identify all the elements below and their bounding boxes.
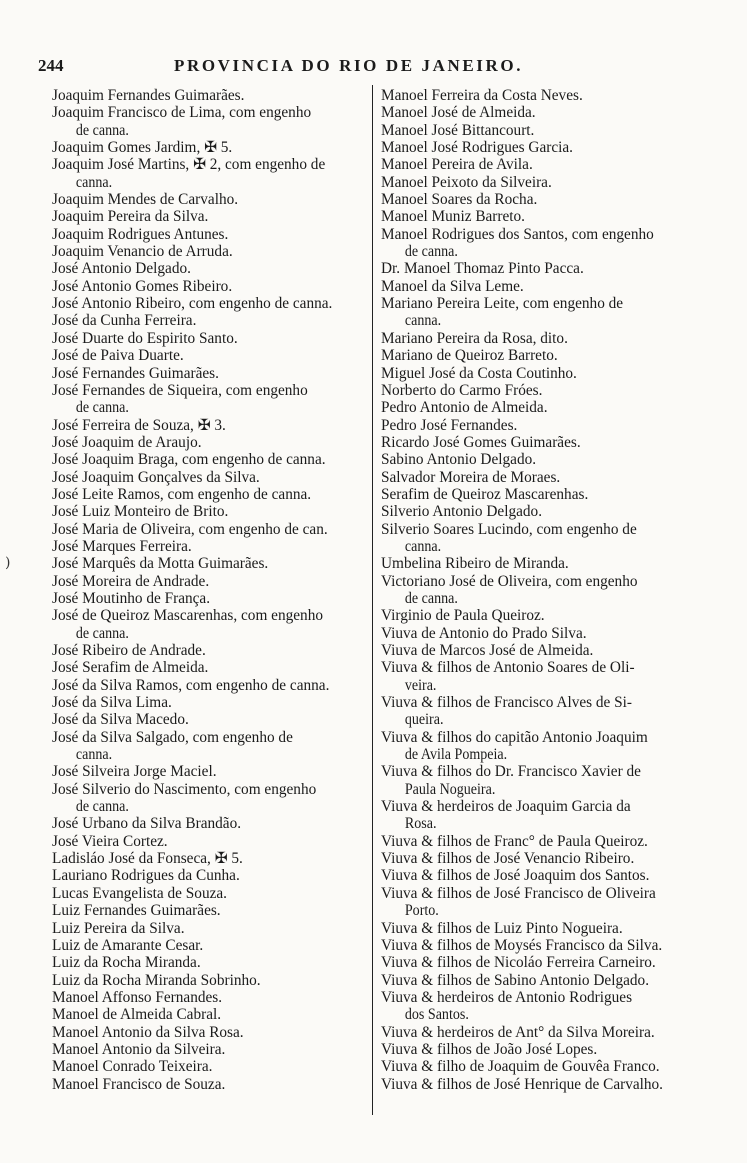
list-entry: Pedro José Fernandes. [381,416,518,434]
list-entry: Lucas Evangelista de Souza. [52,884,228,902]
list-entry: Viuva & filho de Joaquim de Gouvêa Franco. [381,1058,660,1076]
list-entry: Joaquim Venancio de Arruda. [52,243,233,261]
list-entry: Viuva & filhos de Antonio Soares de Oli- [381,659,635,677]
list-entry: Dr. Manoel Thomaz Pinto Pacca. [381,260,584,278]
list-entry: Manoel Antonio da Silva Rosa. [52,1023,244,1041]
list-entry: José Ferreira de Souza, ✠ 3. [52,416,226,434]
list-entry: Ricardo José Gomes Guimarães. [381,433,581,451]
list-entry: Joaquim Francisco de Lima, com engenho [52,104,312,122]
list-entry: Joaquim Mendes de Carvalho. [52,191,239,209]
list-entry: Luiz de Amarante Cesar. [52,936,204,954]
list-entry: José da Cunha Ferreira. [52,312,197,330]
list-entry: de canna. [75,624,129,642]
list-entry: José Marquês da Motta Guimarães. [52,555,269,573]
list-entry: José Moreira de Andrade. [52,572,210,590]
list-entry: Virginio de Paula Queiroz. [381,607,545,625]
list-entry: José Moutinho de França. [52,589,211,607]
list-entry: José da Silva Salgado, com engenho de [52,728,293,746]
list-entry: Joaquim José Martins, ✠ 2, com engenho de [52,156,326,174]
list-entry: Viuva & filhos de José Joaquim dos Santos. [381,867,650,885]
list-entry: José da Silva Lima. [52,694,172,712]
list-entry: Mariano de Queiroz Barreto. [381,347,558,365]
list-entry: Miguel José da Costa Coutinho. [381,364,577,382]
list-entry: canna. [404,312,442,330]
list-entry: Mariano Pereira Leite, com engenho de [381,295,624,313]
list-entry: Manoel Peixoto da Silveira. [381,173,552,191]
list-entry: Porto. [404,902,439,920]
list-entry: Paula Nogueira. [404,780,496,798]
list-entry: Viuva de Antonio do Prado Silva. [381,624,587,642]
list-entry: Viuva & filhos de Sabino Antonio Delgado. [381,971,650,989]
list-entry: Joaquim Gomes Jardim, ✠ 5. [52,139,233,157]
list-entry: Manoel da Silva Leme. [381,277,524,295]
list-entry: José Ribeiro de Andrade. [52,642,206,659]
list-entry: Manoel Ferreira da Costa Neves. [381,87,583,104]
list-entry: Joaquim Pereira da Silva. [52,208,209,226]
list-entry: José Maria de Oliveira, com engenho de can. [52,520,328,538]
list-entry: Luiz da Rocha Miranda Sobrinho. [52,971,261,989]
list-entry: de canna. [404,243,458,261]
page-header [38,56,698,80]
list-entry: José Marques Ferreira. [52,537,192,555]
list-entry: Manoel Rodrigues dos Santos, com engenho [381,225,654,243]
list-entry: Viuva & filhos de Luiz Pinto Nogueira. [381,919,623,937]
list-entry: José Luiz Monteiro de Brito. [52,503,229,521]
list-entry: José Joaquim de Araujo. [52,433,202,451]
list-entry: José Urbano da Silva Brandão. [52,815,242,833]
list-entry: Manoel de Almeida Cabral. [52,1006,222,1024]
list-entry: José de Paiva Duarte. [52,347,184,365]
list-entry: José Antonio Ribeiro, com engenho de canna. [52,295,333,313]
page-number: 244 [38,56,64,75]
list-entry: canna. [404,537,442,555]
list-entry: Manoel Muniz Barreto. [381,208,526,226]
list-entry: de canna. [75,121,129,139]
list-entry: Silverio Antonio Delgado. [381,503,543,521]
list-entry: Joaquim Fernandes Guimarães. [52,87,245,104]
list-entry: Salvador Moreira de Moraes. [381,468,561,486]
list-entry: José Antonio Delgado. [52,260,191,278]
list-entry: Viuva & filhos do Dr. Francisco Xavier de [381,763,641,781]
list-entry: de canna. [75,399,129,417]
left-column [52,87,370,1093]
list-entry: José Joaquim Gonçalves da Silva. [52,468,260,486]
list-entry: Mariano Pereira da Rosa, dito. [381,329,568,347]
list-entry: José Silverio do Nascimento, com engenho [52,780,317,798]
list-entry: Manoel Affonso Fernandes. [52,988,223,1006]
list-entry: José da Silva Ramos, com engenho de canna. [52,676,330,694]
list-entry: Rosa. [404,815,437,833]
list-entry: de Avila Pompeia. [404,746,508,764]
list-entry: José Leite Ramos, com engenho de canna. [52,485,312,503]
list-entry: Viuva & filhos do capitão Antonio Joaquim [381,728,648,746]
list-entry: Pedro Antonio de Almeida. [381,399,548,417]
list-entry: veira. [404,676,437,694]
column-divider [372,85,373,1115]
list-entry: Viuva & filhos de José Venancio Ribeiro. [381,850,635,868]
list-entry: José Fernandes de Siqueira, com engenho [52,381,308,399]
list-entry: José Antonio Gomes Ribeiro. [52,277,233,295]
list-entry: Luiz Fernandes Guimarães. [52,902,221,920]
list-entry: Norberto do Carmo Fróes. [381,381,543,399]
margin-mark: ) [5,555,11,571]
list-entry: José Serafim de Almeida. [52,659,209,677]
list-entry: Manoel Francisco de Souza. [52,1075,226,1093]
list-entry: Joaquim Rodrigues Antunes. [52,225,229,243]
list-entry: queira. [404,711,444,729]
list-entry: canna. [75,746,113,764]
list-entry: José Silveira Jorge Maciel. [52,763,217,781]
list-entry: Luiz Pereira da Silva. [52,919,185,937]
list-entry: Viuva & filhos de Francisco Alves de Si- [381,694,633,712]
list-entry: Manoel José Bittancourt. [381,121,535,139]
list-entry: Viuva & herdeiros de Antonio Rodrigues [381,988,633,1006]
list-entry: Viuva & filhos de Franc° de Paula Queiroz. [381,832,648,850]
list-entry: José da Silva Macedo. [52,711,189,729]
list-entry: Manoel Soares da Rocha. [381,191,538,209]
list-entry: Viuva & filhos de Moysés Francisco da Silva. [381,936,663,954]
list-entry: José Duarte do Espirito Santo. [52,329,238,347]
running-title: PROVINCIA DO RIO DE JANEIRO. [174,56,524,75]
list-entry: canna. [75,173,113,191]
list-entry: dos Santos. [404,1006,469,1024]
list-entry: Viuva de Marcos José de Almeida. [381,642,594,659]
list-entry: Viuva & herdeiros de Ant° da Silva Moreira. [381,1023,655,1041]
list-entry: Viuva & herdeiros de Joaquim Garcia da [381,798,631,816]
list-entry: Serafim de Queiroz Mascarenhas. [381,485,589,503]
list-entry: Ladisláo José da Fonseca, ✠ 5. [52,850,243,868]
list-entry: Viuva & filhos de Nicoláo Ferreira Carneiro. [381,954,656,972]
list-entry: Victoriano José de Oliveira, com engenho [381,572,638,590]
list-entry: Manoel José de Almeida. [381,104,536,122]
list-entry: Manoel José Rodrigues Garcia. [381,139,574,157]
list-entry: José Joaquim Braga, com engenho de canna. [52,451,326,469]
list-entry: José Fernandes Guimarães. [52,364,219,382]
list-entry: Silverio Soares Lucindo, com engenho de [381,520,637,538]
list-entry: de canna. [404,589,458,607]
list-entry: Manoel Antonio da Silveira. [52,1040,226,1058]
list-entry: Manoel Pereira de Avila. [381,156,533,174]
list-entry: Viuva & filhos de João José Lopes. [381,1040,598,1058]
list-entry: Sabino Antonio Delgado. [381,451,537,469]
list-entry: José Vieira Cortez. [52,832,168,850]
list-entry: José de Queiroz Mascarenhas, com engenho [52,607,323,625]
list-entry: Umbelina Ribeiro de Miranda. [381,555,569,573]
list-entry: de canna. [75,798,129,816]
list-entry: Viuva & filhos de José Henrique de Carvalho. [381,1075,664,1093]
list-entry: Manoel Conrado Teixeira. [52,1058,213,1076]
list-entry: Luiz da Rocha Miranda. [52,954,201,972]
list-entry: Lauriano Rodrigues da Cunha. [52,867,240,885]
right-column [381,87,699,1093]
list-entry: Viuva & filhos de José Francisco de Oliveira [381,884,656,902]
